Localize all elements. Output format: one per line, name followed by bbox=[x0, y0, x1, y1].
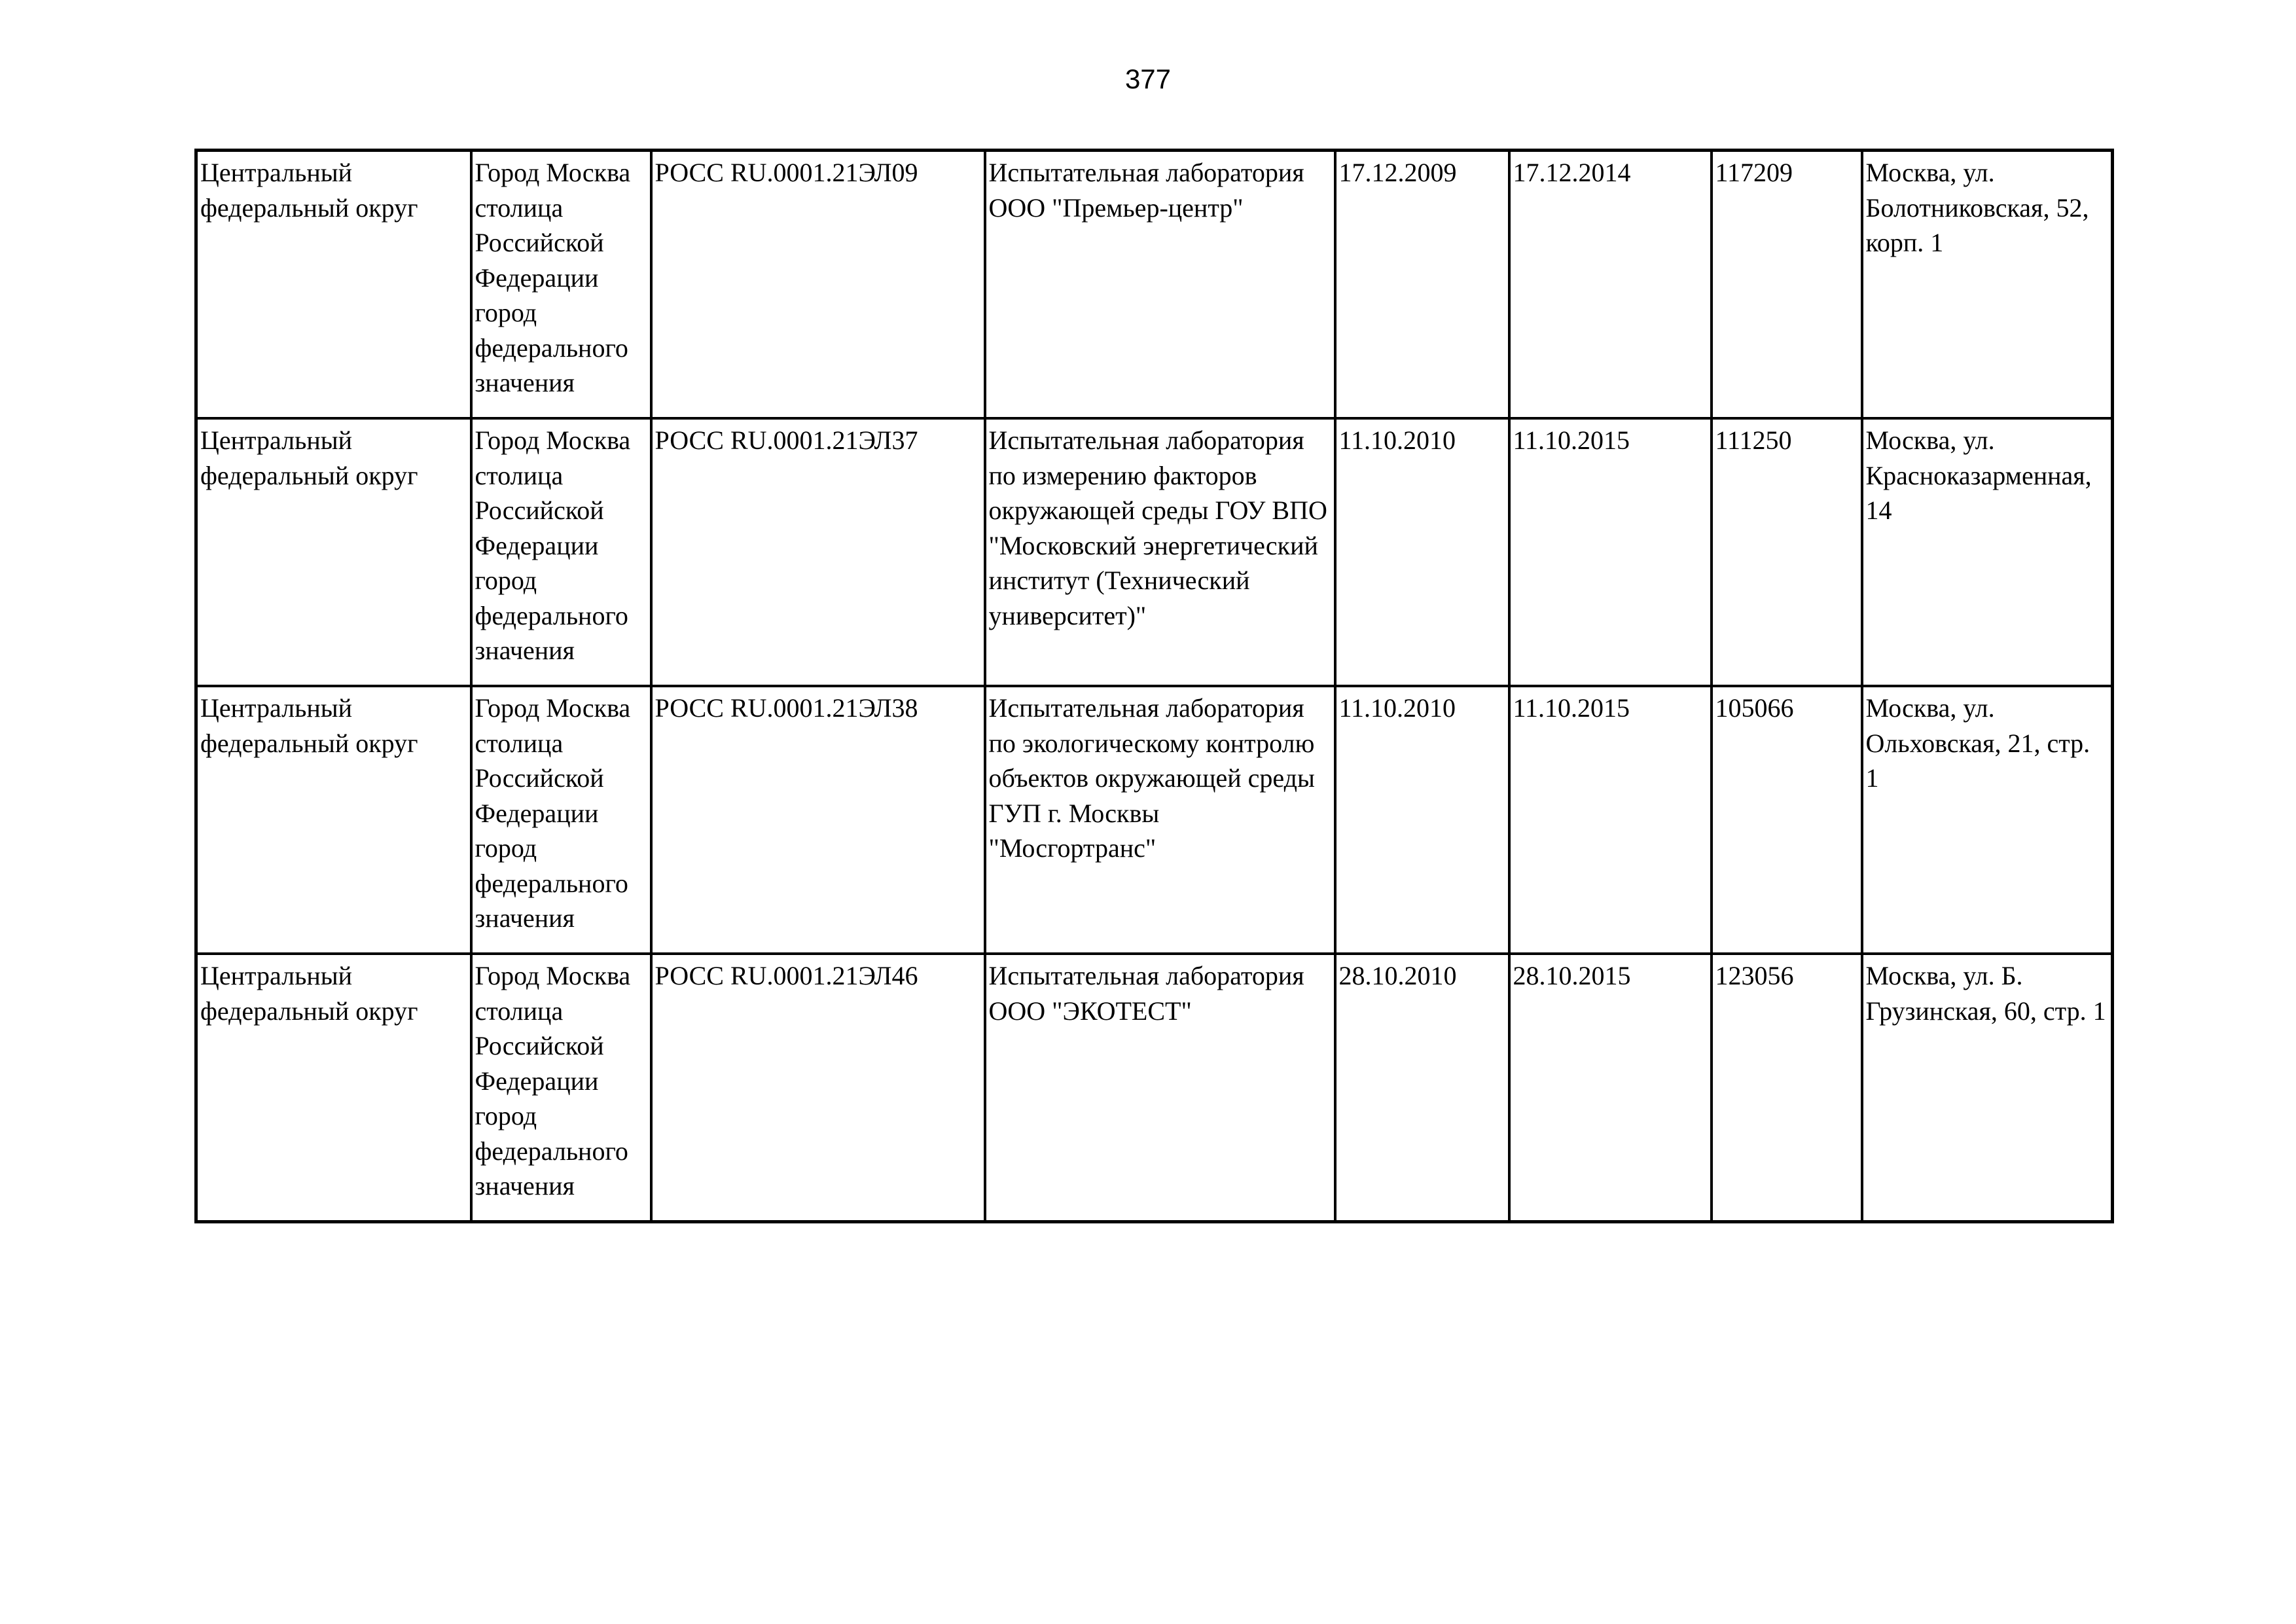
district-cell: Центральный федеральный округ bbox=[196, 151, 471, 419]
certificate-cell: РОСС RU.0001.21ЭЛ09 bbox=[651, 151, 985, 419]
region-cell: Город Москва столица Российской Федерации город федерального значения bbox=[471, 686, 651, 954]
postal-code-cell: 117209 bbox=[1712, 151, 1862, 419]
table-row bbox=[196, 686, 2113, 954]
certificate-cell: РОСС RU.0001.21ЭЛ37 bbox=[651, 418, 985, 686]
date-expires-cell: 28.10.2015 bbox=[1509, 954, 1712, 1222]
date-expires-cell: 11.10.2015 bbox=[1509, 686, 1712, 954]
certificate-cell: РОСС RU.0001.21ЭЛ46 bbox=[651, 954, 985, 1222]
postal-code-cell: 105066 bbox=[1712, 686, 1862, 954]
date-expires-cell: 11.10.2015 bbox=[1509, 418, 1712, 686]
postal-code-cell: 123056 bbox=[1712, 954, 1862, 1222]
page-number: 377 bbox=[1124, 63, 1172, 94]
address-cell: Москва, ул. Б. Грузинская, 60, стр. 1 bbox=[1862, 954, 2113, 1222]
district-cell: Центральный федеральный округ bbox=[196, 686, 471, 954]
address-cell: Москва, ул. Красноказарменная, 14 bbox=[1862, 418, 2113, 686]
date-expires-cell: 17.12.2014 bbox=[1509, 151, 1712, 419]
date-issued-cell: 11.10.2010 bbox=[1335, 686, 1509, 954]
laboratory-cell: Испытательная лаборатория ООО "Премьер-центр" bbox=[985, 151, 1335, 419]
table-row bbox=[196, 418, 2113, 686]
postal-code-cell: 111250 bbox=[1712, 418, 1862, 686]
table-row bbox=[196, 151, 2113, 419]
date-issued-cell: 11.10.2010 bbox=[1335, 418, 1509, 686]
address-cell: Москва, ул. Ольховская, 21, стр. 1 bbox=[1862, 686, 2113, 954]
table-row bbox=[196, 954, 2113, 1222]
date-issued-cell: 17.12.2009 bbox=[1335, 151, 1509, 419]
district-cell: Центральный федеральный округ bbox=[196, 418, 471, 686]
laboratory-cell: Испытательная лаборатория по экологическому контролю объектов окружающей среды ГУП г. Москвы "Мосгортранс" bbox=[985, 686, 1335, 954]
laboratory-cell: Испытательная лаборатория ООО "ЭКОТЕСТ" bbox=[985, 954, 1335, 1222]
region-cell: Город Москва столица Российской Федерации город федерального значения bbox=[471, 418, 651, 686]
region-cell: Город Москва столица Российской Федерации город федерального значения bbox=[471, 954, 651, 1222]
region-cell: Город Москва столица Российской Федерации город федерального значения bbox=[471, 151, 651, 419]
address-cell: Москва, ул. Болотниковская, 52, корп. 1 bbox=[1862, 151, 2113, 419]
registry-table bbox=[194, 149, 2114, 1223]
district-cell: Центральный федеральный округ bbox=[196, 954, 471, 1222]
laboratory-cell: Испытательная лаборатория по измерению факторов окружающей среды ГОУ ВПО "Московский энергетический институт (Технический университет)" bbox=[985, 418, 1335, 686]
date-issued-cell: 28.10.2010 bbox=[1335, 954, 1509, 1222]
certificate-cell: РОСС RU.0001.21ЭЛ38 bbox=[651, 686, 985, 954]
